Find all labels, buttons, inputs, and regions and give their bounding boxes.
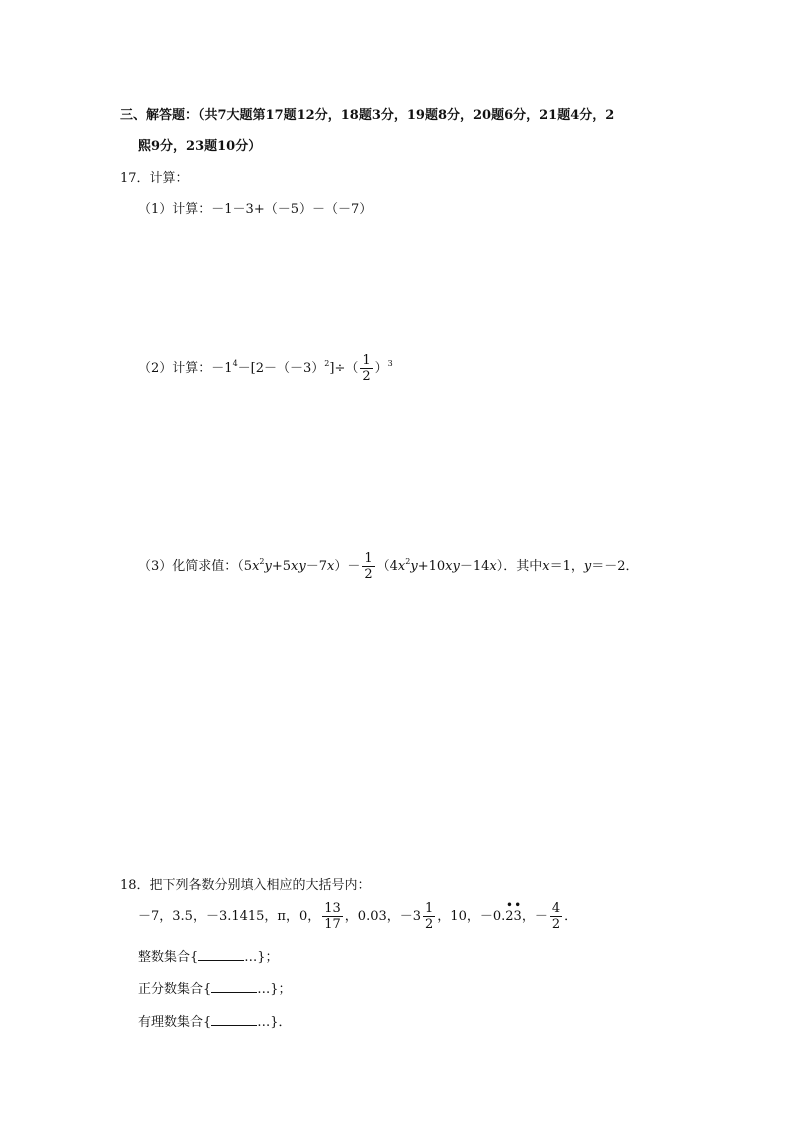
- fraction-numerator: 1: [425, 901, 434, 916]
- set-label: 有理数集合{: [138, 1015, 212, 1030]
- term: （4: [376, 559, 398, 574]
- fraction-denominator: 2: [364, 567, 373, 582]
- set-label: 正分数集合{: [138, 982, 212, 997]
- set-end: …}．: [257, 1015, 292, 1030]
- numbers: －7，3.5，－3.1415，π，0，: [138, 909, 321, 924]
- variable: xy: [291, 559, 306, 574]
- question-17-title: [120, 167, 189, 186]
- term: －7: [305, 559, 327, 574]
- fraction-numerator: 1: [364, 551, 373, 566]
- variable: xy: [445, 559, 460, 574]
- fraction-numerator: 4: [551, 901, 561, 916]
- set-end: …}；: [257, 982, 292, 997]
- fraction-denominator: 2: [551, 917, 561, 932]
- fraction-denominator: 17: [324, 917, 341, 932]
- term: +10: [417, 559, 446, 574]
- answer-blank[interactable]: [211, 1014, 257, 1026]
- question-title: 计算：: [149, 171, 189, 186]
- exponent: 2: [405, 557, 411, 566]
- number-list: [138, 902, 577, 931]
- fraction-numerator: 1: [362, 353, 371, 368]
- fraction: [360, 354, 372, 383]
- term: ）．其中: [496, 559, 543, 574]
- fraction-denominator: 2: [425, 917, 434, 932]
- section-heading-line1: 三、解答题：（共7大题第17题12分，18题3分，19题8分，20题6分，21题4分，2: [120, 108, 615, 123]
- repeating-digit: [505, 900, 514, 924]
- numbers: ，－: [521, 909, 548, 924]
- variable: x: [489, 559, 497, 574]
- question-17-part-1: [138, 198, 372, 217]
- answer-blank[interactable]: [198, 949, 244, 961]
- term: －1: [211, 361, 233, 376]
- question-17-part-2: [138, 354, 393, 383]
- term: ＝－2．: [591, 559, 639, 574]
- digit: 2: [505, 909, 514, 924]
- repeating-digit: [513, 900, 522, 924]
- expression: －1－3+（－5）－（－7）: [211, 202, 373, 217]
- fraction-4-2: [550, 902, 562, 931]
- variable: y: [410, 559, 418, 574]
- variable: x: [252, 559, 260, 574]
- exponent: 3: [387, 359, 393, 368]
- variable: x: [327, 559, 335, 574]
- term: （5: [237, 559, 253, 574]
- numbers: ，10，－0.: [437, 909, 506, 924]
- fraction-13-17: [322, 902, 343, 931]
- question-18-title: [120, 874, 371, 893]
- variable: x: [542, 559, 550, 574]
- variable: y: [264, 559, 272, 574]
- question-17-part-3: [138, 552, 639, 581]
- digit: 3: [513, 909, 522, 924]
- rational-set: [138, 1011, 292, 1030]
- positive-fraction-set: [138, 978, 292, 997]
- repeat-dot: •: [514, 900, 521, 911]
- variable: y: [583, 559, 592, 574]
- question-title: 把下列各数分别填入相应的大括号内：: [149, 878, 371, 893]
- exponent: 2: [324, 359, 330, 368]
- repeat-dot: •: [506, 900, 513, 911]
- part-label: （3）化简求值：: [138, 559, 238, 574]
- term: ）: [374, 361, 388, 376]
- fraction-1-2: [423, 902, 435, 931]
- set-end: …}；: [244, 950, 279, 965]
- answer-blank[interactable]: [211, 981, 257, 993]
- variable: x: [397, 559, 406, 574]
- question-number: 17．: [120, 171, 150, 186]
- exponent: 2: [259, 557, 265, 566]
- term: ]÷（: [329, 361, 359, 376]
- numbers: ．: [564, 909, 578, 924]
- fraction-denominator: 2: [362, 369, 371, 384]
- integer-set: [138, 946, 279, 965]
- set-label: 整数集合{: [138, 950, 199, 965]
- section-heading-line2: 熙9分，23题10分）: [138, 139, 262, 154]
- part-label: （1）计算：: [138, 202, 212, 217]
- term: －14: [459, 559, 490, 574]
- question-number: 18．: [120, 878, 150, 893]
- fraction-numerator: 13: [324, 901, 341, 916]
- term: ＝1，: [549, 559, 584, 574]
- numbers: ，0.03，－3: [344, 909, 422, 924]
- term: +5: [271, 559, 292, 574]
- term: －[2－（－3）: [237, 361, 325, 376]
- part-label: （2）计算：: [138, 361, 212, 376]
- term: ）－: [334, 559, 361, 574]
- exponent: 4: [232, 359, 238, 368]
- fraction: [362, 552, 374, 581]
